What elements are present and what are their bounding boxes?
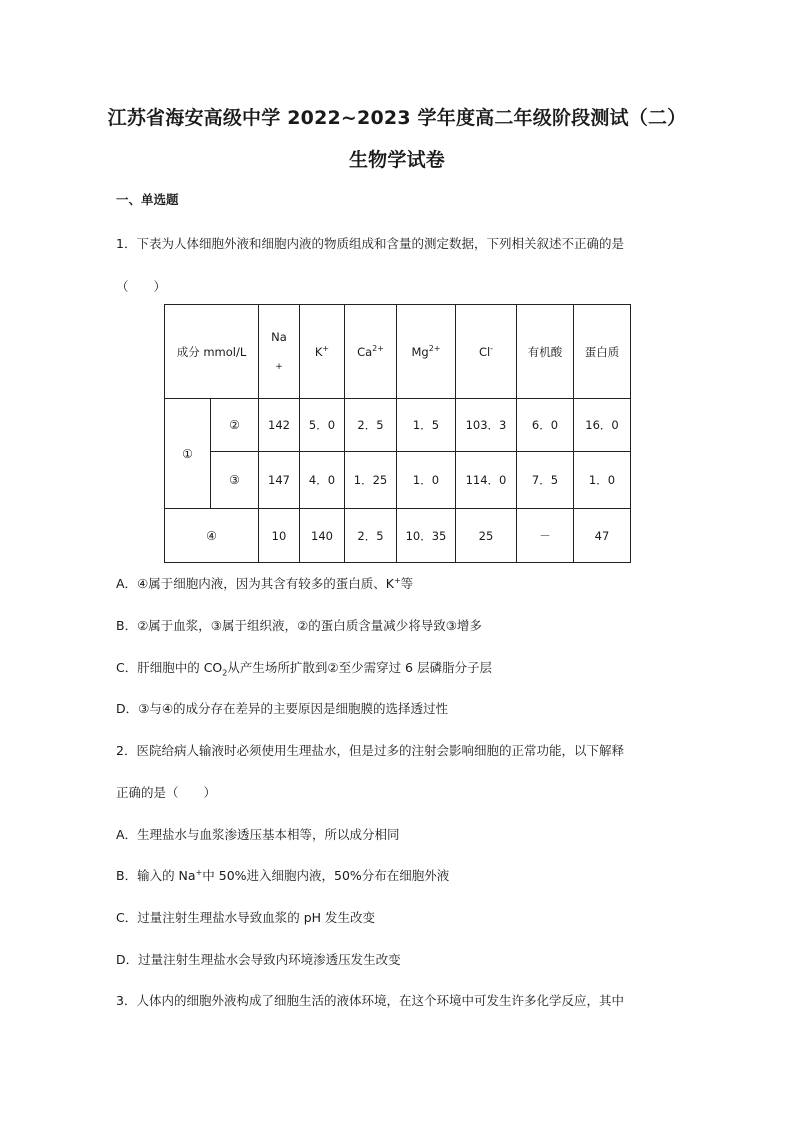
- cell-protein: 16．0: [574, 399, 631, 452]
- header-ca: $Ca^{2+}$: [345, 305, 397, 399]
- cell-organic-acid: 6．0: [517, 399, 574, 452]
- header-cl: Cl-: [456, 305, 517, 399]
- exam-subtitle: 生物学试卷: [348, 149, 445, 171]
- cell-ca: 2．5: [345, 399, 397, 452]
- table-row: [165, 452, 631, 509]
- cell-ca: 1．25: [345, 452, 397, 509]
- q3-stem-line1: 3．人体内的细胞外液构成了细胞生活的液体环境，在这个环境中可发生许多化学反应，其中: [116, 993, 624, 1008]
- table-row: [165, 509, 631, 563]
- header-organic-acid: 有机酸: [517, 305, 574, 399]
- q1-stem-line1: 1．下表为人体细胞外液和细胞内液的物质组成和含量的测定数据，下列相关叙述不正确的是: [116, 236, 624, 251]
- cell-na: 142: [259, 399, 300, 452]
- cell-mg: 10．35: [397, 509, 456, 563]
- q2-option-a: A．生理盐水与血浆渗透压基本相等，所以成分相同: [116, 827, 400, 842]
- q1-option-a: A．④属于细胞内液，因为其含有较多的蛋白质、K+等: [116, 575, 414, 591]
- q2-stem-line1: 2．医院给病人输液时必须使用生理盐水，但是过多的注射会影响细胞的正常功能，以下解释: [116, 743, 624, 758]
- cell-protein: 1．0: [574, 452, 631, 509]
- cell-k: 5．0: [300, 399, 345, 452]
- cell-k: 4．0: [300, 452, 345, 509]
- q1-option-b: B．②属于血浆，③属于组织液，②的蛋白质含量减少将导致③增多: [116, 618, 482, 633]
- cell-ca: 2．5: [345, 509, 397, 563]
- q1-option-d: D．③与④的成分存在差异的主要原因是细胞膜的选择透过性: [116, 701, 449, 716]
- cell-k: 140: [300, 509, 345, 563]
- q1-option-c: C．肝细胞中的 $CO_2$从产生场所扩散到②至少需穿过 6 层磷脂分子层: [116, 660, 492, 678]
- header-na: Na +: [259, 305, 300, 399]
- group-label-cell: ①: [165, 399, 211, 509]
- cell-organic-acid: 7．5: [517, 452, 574, 509]
- q2-option-b: B．输入的 Na+中 50%进入细胞内液，50%分布在细胞外液: [116, 867, 450, 883]
- table-row: [165, 399, 631, 452]
- cell-protein: 47: [574, 509, 631, 563]
- row-label-cell: ②: [211, 399, 259, 452]
- exam-title: 江苏省海安高级中学 2022~2023 学年度高二年级阶段测试（二）: [107, 107, 687, 129]
- cell-cl: 25: [456, 509, 517, 563]
- row-label-cell: ④: [165, 509, 259, 563]
- q1-stem-line2: （ ）: [116, 279, 167, 294]
- cell-organic-acid: －: [517, 509, 574, 563]
- cell-mg: 1．5: [397, 399, 456, 452]
- q2-option-c: C．过量注射生理盐水导致血浆的 pH 发生改变: [116, 910, 376, 925]
- cell-na: 10: [259, 509, 300, 563]
- row-label-cell: ③: [211, 452, 259, 509]
- header-mg: $Mg^{2+}$: [397, 305, 456, 399]
- q2-option-d: D．过量注射生理盐水会导致内环境渗透压发生改变: [116, 952, 401, 967]
- cell-cl: 103．3: [456, 399, 517, 452]
- header-protein: 蛋白质: [574, 305, 631, 399]
- cell-mg: 1．0: [397, 452, 456, 509]
- q2-stem-line2: 正确的是（ ）: [116, 785, 217, 800]
- header-component: 成分 mmol/L: [165, 305, 259, 399]
- composition-table: [164, 304, 631, 563]
- table-header-row: [165, 305, 631, 399]
- section-heading: 一、单选题: [116, 192, 179, 207]
- cell-cl: 114．0: [456, 452, 517, 509]
- cell-na: 147: [259, 452, 300, 509]
- header-k: K+: [300, 305, 345, 399]
